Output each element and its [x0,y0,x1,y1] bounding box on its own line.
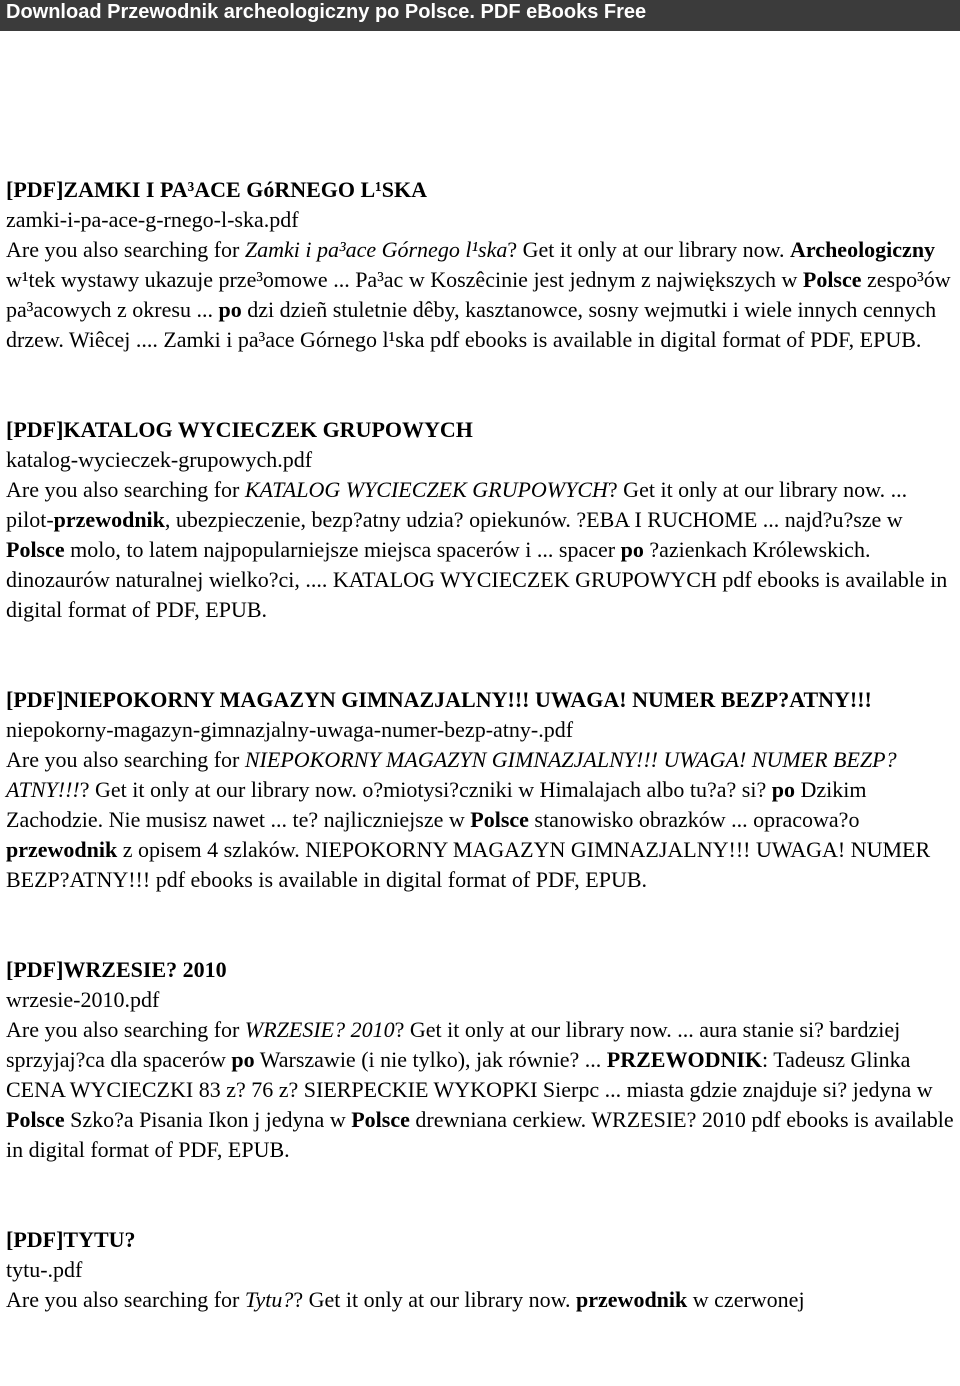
description-text: Are you also searching for [6,1017,245,1042]
keyword-highlight: po [218,297,242,322]
description-text: drewniana cerkiew. WRZESIE? 2010 pdf ebooks is available in digital format of PDF, EPUB. [6,1107,954,1162]
description-text: Are you also searching for [6,477,245,502]
ebook-entry [6,175,954,355]
ebook-entry [6,955,954,1165]
ebook-title-link[interactable]: [PDF]ZAMKI I PA³ACE GóRNEGO L¹SKA [6,177,428,202]
ebook-description [6,1285,954,1315]
description-text: : Tadeusz Glinka CENA WYCIECZKI 83 z? 76 z? SIERPECKIE WYKOPKI Sierpc ... miasta gdzie znajduje si? jedyna w [6,1047,933,1102]
ebook-list [0,175,960,1315]
keyword-highlight: Polsce [6,537,65,562]
keyword-highlight: przewodnik [6,837,118,862]
keyword-highlight: przewodnik [576,1287,688,1312]
ebook-entry [6,1225,954,1315]
keyword-highlight: przewodnik [53,507,165,532]
description-text: Are you also searching for [6,747,245,772]
keyword-highlight: Polsce [351,1107,410,1132]
ebook-title-link[interactable]: [PDF]KATALOG WYCIECZEK GRUPOWYCH [6,417,473,442]
ebook-description [6,745,954,895]
ebook-title-link[interactable]: [PDF]TYTU? [6,1227,136,1252]
description-text: w¹tek wystawy ukazuje prze³omowe ... Pa³ac w Koszêcinie jest jednym z największych w [6,267,803,292]
description-text: zespo³ów pa³acowych z okresu ... [6,267,951,322]
keyword-highlight: Polsce [6,1107,65,1132]
description-text: , ubezpieczenie, bezp?atny udzia? opiekunów. ?EBA I RUCHOME ... najd?u?sze w [164,507,903,532]
description-text: ? Get it only at our library now. [293,1287,577,1312]
keyword-highlight: PRZEWODNIK [606,1047,763,1072]
description-text: Are you also searching for [6,1287,245,1312]
keyword-highlight: po [231,1047,255,1072]
ebook-filename: tytu-.pdf [6,1257,83,1282]
description-text: Are you also searching for [6,237,245,262]
searched-title: WRZESIE? 2010 [244,1017,395,1042]
ebook-filename: wrzesie-2010.pdf [6,987,160,1012]
ebook-filename: zamki-i-pa-ace-g-rnego-l-ska.pdf [6,207,299,232]
ebook-entry [6,685,954,895]
keyword-highlight: Polsce [470,807,529,832]
ebook-filename: niepokorny-magazyn-gimnazjalny-uwaga-numer-bezp-atny-.pdf [6,717,574,742]
searched-title: KATALOG WYCIECZEK GRUPOWYCH [244,477,608,502]
ebook-title-link[interactable]: [PDF]WRZESIE? 2010 [6,957,227,982]
keyword-highlight: po [620,537,644,562]
ebook-title-link[interactable]: [PDF]NIEPOKORNY MAGAZYN GIMNAZJALNY!!! UWAGA! NUMER BEZP?ATNY!!! [6,687,872,712]
description-text: ?azienkach Królewskich. dinozaurów naturalnej wielko?ci, .... KATALOG WYCIECZEK GRUPOWYCH pdf ebooks is available in digital format of PDF, EPUB. [6,537,948,622]
searched-title: Zamki i pa³ace Górnego l¹ska [244,237,508,262]
ebook-entry [6,415,954,625]
keyword-highlight: Archeologiczny [790,237,936,262]
ebook-filename: katalog-wycieczek-grupowych.pdf [6,447,313,472]
description-text: dzi dzieñ stuletnie dêby, kasztanowce, sosny wejmutki i wiele innych cennych drzew. Wiêcej .... Zamki i pa³ace Górnego l¹ska pdf ebooks is available in digital format of PDF, EPUB. [6,297,937,352]
description-text: ? Get it only at our library now. [507,237,791,262]
keyword-highlight: Polsce [802,267,862,292]
description-text: ? Get it only at our library now. o?miotysi?czniki w Himalajach albo tu?a? si? [79,777,772,802]
ebook-description [6,1015,954,1165]
description-text: stanowisko obrazków ... opracowa?o [528,807,860,832]
description-text: z opisem 4 szlaków. NIEPOKORNY MAGAZYN GIMNAZJALNY!!! UWAGA! NUMER BEZP?ATNY!!! pdf ebooks is available in digital format of PDF, EPUB. [6,837,931,892]
searched-title: NIEPOKORNY MAGAZYN GIMNAZJALNY!!! UWAGA! NUMER BEZP?ATNY!!! [6,747,897,802]
searched-title: Tytu? [244,1287,294,1312]
ebook-description [6,475,954,625]
description-text: w czerwonej [687,1287,805,1312]
description-text: Warszawie (i nie tylko), jak równie? ... [254,1047,607,1072]
description-text: Szko?a Pisania Ikon j jedyna w [64,1107,352,1132]
description-text: molo, to latem najpopularniejsze miejsca spacerów i ... spacer [64,537,621,562]
description-text: ? Get it only at our library now. ... aura stanie si? bardziej sprzyjaj?ca dla spacerów [6,1017,901,1072]
description-text: Dzikim Zachodzie. Nie musisz nawet ... te? najliczniejsze w [6,777,867,832]
page-title: Download Przewodnik archeologiczny po Polsce. PDF eBooks Free [6,1,647,23]
keyword-highlight: po [771,777,795,802]
page-header [0,0,960,31]
description-text: ? Get it only at our library now. ... pilot- [6,477,908,532]
ebook-description [6,235,954,355]
